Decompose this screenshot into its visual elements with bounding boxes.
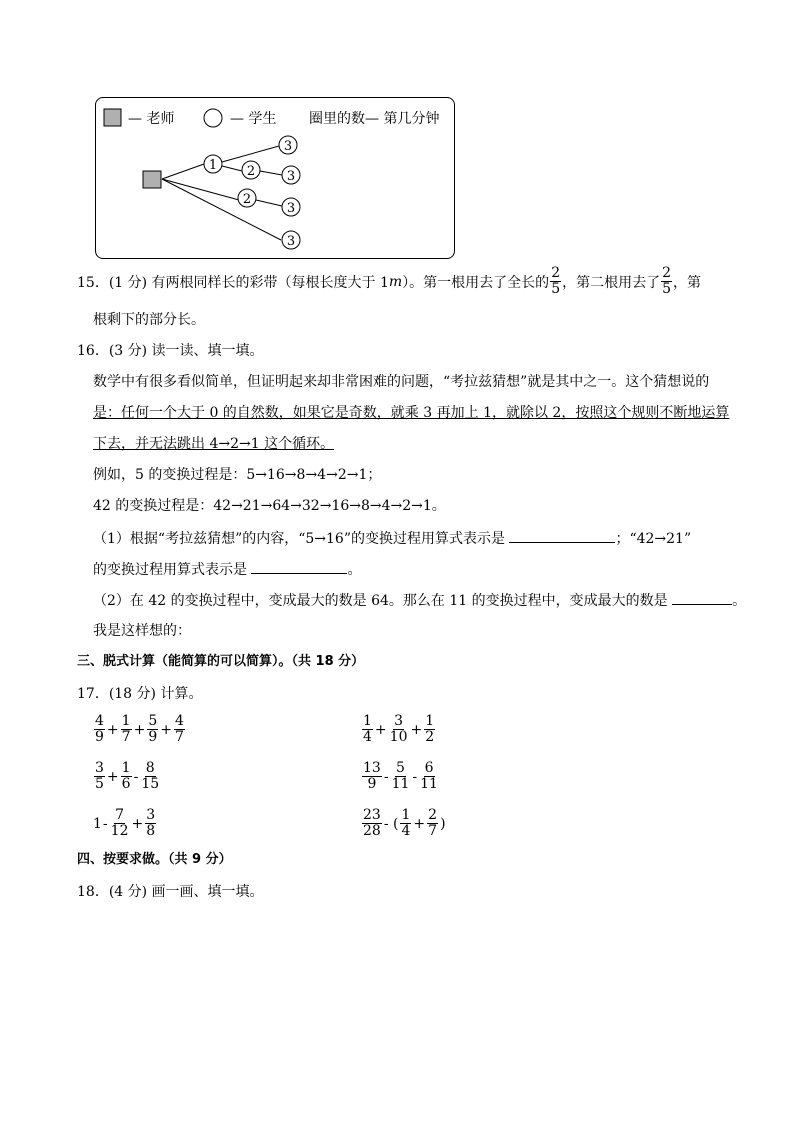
q17-expression-3: $\frac{3}{5}$ + $\frac{1}{6}$ - $\frac{8}{15}$ [95, 760, 160, 792]
node-3a: 3 [283, 139, 293, 154]
node-3d: 3 [286, 234, 296, 249]
q16-example-1: 例如，5 的变换过程是：5→16→8→4→2→1； [93, 467, 382, 483]
q17-expression-6: $\frac{23}{28}$ - ( $\frac{1}{4}$ + $\frac{2}{7}$ ) [363, 807, 446, 839]
student-circle-icon [204, 109, 222, 127]
q17-title: 17．(18 分) 计算。 [77, 686, 203, 702]
legend-student-label: — 学生 [230, 111, 277, 127]
q16-sub1-answer-blank-2[interactable] [251, 559, 347, 574]
q15-middle2: ，第二根用去了 [562, 274, 661, 291]
q16-paragraph-line1: 数学中有很多看似简单，但证明起来却非常困难的问题，“考拉兹猜想”就是其中之一。这个猜想说的 [93, 374, 710, 390]
tree-edges [162, 146, 282, 240]
q16-title: 16．(3 分) 读一读、填一填。 [77, 343, 264, 359]
q15-suffix: ，第 [673, 274, 702, 291]
q15-unit: m [388, 273, 403, 290]
q16-sub1-line2: 的变换过程用算式表示是 。 [93, 559, 361, 580]
student-nodes [204, 136, 300, 249]
q18-title: 18．(4 分) 画一画、填一填。 [77, 884, 264, 900]
question-15-line1 [77, 266, 701, 297]
node-1: 1 [208, 158, 218, 173]
q17-expression-4: $\frac{13}{9}$ - $\frac{5}{11}$ - $\frac{6}{11}$ [363, 760, 438, 792]
node-2a: 2 [246, 164, 256, 179]
q15-fraction-1: $\frac{2}{5}$ [551, 265, 561, 297]
node-3b: 3 [286, 169, 296, 184]
q16-sub1-answer-blank-1[interactable] [509, 528, 615, 543]
q15-line2: 根剩下的部分长。 [93, 312, 205, 328]
q15-fraction-2: $\frac{2}{5}$ [662, 265, 672, 297]
teacher-node [143, 171, 161, 188]
q16-sub2-reasoning-label: 我是这样想的： [93, 623, 191, 639]
q16-paragraph-line2: 是：任何一个大于 0 的自然数，如果它是奇数，就乘 3 再加上 1，就除以 2，按照这个规则不断地运算 [93, 405, 730, 421]
q17-expression-2: $\frac{1}{4}$ + $\frac{3}{10}$ + $\frac{1}{2}$ [363, 713, 435, 745]
legend-teacher-label: — 老师 [128, 111, 175, 127]
q15-prefix: 15．(1 分) 有两根同样长的彩带（每根长度大于 1 [77, 274, 389, 291]
node-2b: 2 [242, 192, 252, 207]
legend-diagram-box [95, 97, 455, 259]
teacher-square-icon [104, 109, 121, 126]
node-3c: 3 [286, 201, 296, 216]
q16-example-2: 42 的变换过程是：42→21→64→32→16→8→4→2→1。 [93, 498, 446, 514]
q16-paragraph-line3: 下去，并无法跳出 4→2→1 这个循环。 [93, 436, 335, 452]
section-3-heading: 三、脱式计算（能简算的可以简算）。（共 18 分） [77, 654, 365, 669]
q16-sub1-line1: （1）根据“考拉兹猜想”的内容，“5→16”的变换过程用算式表示是 ；“42→21” [93, 528, 691, 549]
section-4-heading: 四、按要求做。（共 9 分） [77, 852, 232, 867]
q17-expression-5: 1 - $\frac{7}{12}$ + $\frac{3}{8}$ [93, 807, 156, 839]
q16-sub2-line: （2）在 42 的变换过程中，变成最大的数是 64。那么在 11 的变换过程中，变成最大的数是 。 [93, 590, 746, 611]
q17-expression-1: $\frac{4}{9}$ + $\frac{1}{7}$ + $\frac{5}{9}$ + $\frac{4}{7}$ [95, 713, 184, 745]
legend-circle-number-label: 圈里的数— 第几分钟 [309, 111, 440, 127]
q15-middle1: ）。第一根用去了全长的 [402, 274, 550, 291]
q16-sub2-answer-blank[interactable] [672, 590, 732, 605]
